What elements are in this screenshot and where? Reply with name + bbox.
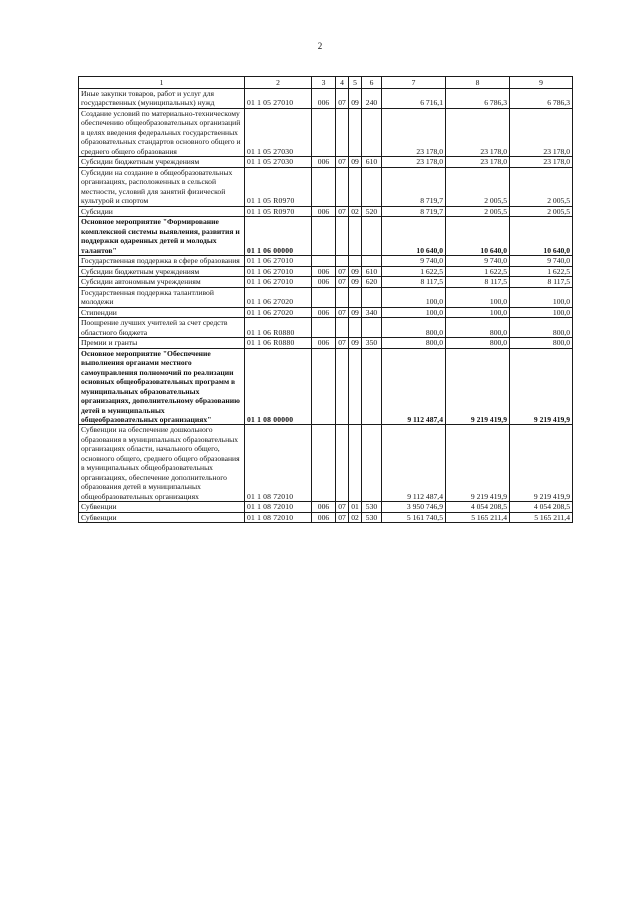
table-row [79,167,573,206]
amount-year-3: 9 740,0 [510,256,573,266]
column-header: 3 [312,77,336,89]
ministry-code: 006 [312,157,336,167]
subsection-code: 02 [349,512,362,522]
amount-year-3: 100,0 [510,287,573,307]
expense-type-code [362,256,382,266]
target-code: 01 1 06 00000 [245,217,312,256]
target-code: 01 1 05 27010 [245,89,312,109]
row-name: Иные закупки товаров, работ и услуг для государственных (муниципальных) нужд [79,89,245,109]
table-row [79,287,573,307]
column-header: 4 [336,77,349,89]
amount-year-2: 2 005,5 [446,206,510,216]
row-name: Субсидии автономным учреждениям [79,277,245,287]
row-name: Субвенции [79,502,245,512]
section-code [336,167,349,206]
ministry-code [312,217,336,256]
amount-year-3: 8 117,5 [510,277,573,287]
amount-year-2: 100,0 [446,307,510,317]
table-row [79,512,573,522]
table-body [79,89,573,523]
target-code: 01 1 08 72010 [245,502,312,512]
section-code: 07 [336,512,349,522]
amount-year-3: 2 005,5 [510,167,573,206]
target-code: 01 1 05 R0970 [245,206,312,216]
ministry-code [312,318,336,338]
amount-year-3: 2 005,5 [510,206,573,216]
subsection-code [349,256,362,266]
amount-year-2: 9 740,0 [446,256,510,266]
amount-year-1: 9 740,0 [382,256,446,266]
amount-year-1: 8 117,5 [382,277,446,287]
amount-year-2: 8 117,5 [446,277,510,287]
row-name: Создание условий по материально-техническому обеспечению общеобразовательных организаций в целях введения федеральных государственных образовательных стандартов основного общего и среднего общего образования [79,108,245,156]
amount-year-3: 23 178,0 [510,108,573,156]
target-code: 01 1 06 27010 [245,277,312,287]
expense-type-code [362,348,382,425]
ministry-code: 006 [312,307,336,317]
row-name: Субсидии бюджетным учреждениям [79,157,245,167]
section-code: 07 [336,89,349,109]
amount-year-1: 5 161 740,5 [382,512,446,522]
amount-year-1: 800,0 [382,338,446,348]
amount-year-2: 2 005,5 [446,167,510,206]
ministry-code: 006 [312,277,336,287]
target-code: 01 1 08 72010 [245,512,312,522]
amount-year-3: 9 219 419,9 [510,348,573,425]
target-code: 01 1 06 27020 [245,287,312,307]
expense-type-code: 620 [362,277,382,287]
section-code: 07 [336,277,349,287]
row-name: Субсидии бюджетным учреждениям [79,266,245,276]
table-row [79,217,573,256]
row-name: Субвенции на обеспечение дошкольного образования в муниципальных образовательных организациях области, начального общего, основного общего, среднего общего образования в муниципальных общеобразовательных организациях, обеспечение дополнительного образования детей в муниципальных общеобразовательных организациях [79,425,245,502]
subsection-code: 09 [349,266,362,276]
amount-year-1: 3 950 746,9 [382,502,446,512]
target-code: 01 1 06 27010 [245,256,312,266]
amount-year-2: 800,0 [446,338,510,348]
amount-year-2: 6 786,3 [446,89,510,109]
ministry-code [312,256,336,266]
expense-type-code: 530 [362,502,382,512]
ministry-code: 006 [312,338,336,348]
ministry-code: 006 [312,206,336,216]
amount-year-3: 5 165 211,4 [510,512,573,522]
ministry-code [312,108,336,156]
expense-type-code: 520 [362,206,382,216]
expense-type-code [362,217,382,256]
amount-year-3: 4 054 208,5 [510,502,573,512]
amount-year-1: 8 719,7 [382,167,446,206]
section-code [336,256,349,266]
page-number: 2 [317,41,323,51]
table-row [79,108,573,156]
row-name: Стипендии [79,307,245,317]
amount-year-2: 100,0 [446,287,510,307]
subsection-code: 09 [349,307,362,317]
header-row [79,77,573,89]
column-header: 6 [362,77,382,89]
section-code [336,287,349,307]
subsection-code [349,287,362,307]
target-code: 01 1 06 R0880 [245,318,312,338]
subsection-code [349,348,362,425]
amount-year-1: 800,0 [382,318,446,338]
amount-year-1: 9 112 487,4 [382,425,446,502]
table-row [79,206,573,216]
amount-year-1: 9 112 487,4 [382,348,446,425]
target-code: 01 1 05 R0970 [245,167,312,206]
subsection-code: 09 [349,157,362,167]
ministry-code: 006 [312,512,336,522]
expense-type-code: 350 [362,338,382,348]
row-name: Субсидии [79,206,245,216]
target-code: 01 1 06 27010 [245,266,312,276]
amount-year-1: 100,0 [382,287,446,307]
target-code: 01 1 06 27020 [245,307,312,317]
amount-year-2: 23 178,0 [446,108,510,156]
target-code: 01 1 05 27030 [245,108,312,156]
column-header: 8 [446,77,510,89]
subsection-code: 09 [349,89,362,109]
amount-year-3: 1 622,5 [510,266,573,276]
expense-type-code: 610 [362,266,382,276]
table-row [79,266,573,276]
subsection-code [349,217,362,256]
ministry-code: 006 [312,89,336,109]
ministry-code [312,167,336,206]
ministry-code: 006 [312,266,336,276]
amount-year-3: 800,0 [510,338,573,348]
column-header: 9 [510,77,573,89]
section-code: 07 [336,502,349,512]
expense-type-code: 240 [362,89,382,109]
subsection-code [349,318,362,338]
amount-year-1: 6 716,1 [382,89,446,109]
amount-year-1: 8 719,7 [382,206,446,216]
table-row [79,348,573,425]
ministry-code [312,287,336,307]
section-code: 07 [336,157,349,167]
subsection-code: 01 [349,502,362,512]
table-row [79,318,573,338]
row-name: Государственная поддержка в сфере образования [79,256,245,266]
amount-year-2: 10 640,0 [446,217,510,256]
expense-type-code [362,287,382,307]
amount-year-3: 6 786,3 [510,89,573,109]
amount-year-2: 23 178,0 [446,157,510,167]
row-name: Субсидии на создание в общеобразовательных организациях, расположенных в сельской местности, условий для занятий физической культурой и спортом [79,167,245,206]
section-code: 07 [336,206,349,216]
amount-year-1: 100,0 [382,307,446,317]
section-code [336,318,349,338]
section-code: 07 [336,266,349,276]
section-code [336,108,349,156]
section-code: 07 [336,338,349,348]
table-row [79,157,573,167]
expense-type-code: 610 [362,157,382,167]
amount-year-3: 10 640,0 [510,217,573,256]
amount-year-2: 5 165 211,4 [446,512,510,522]
table-row [79,502,573,512]
target-code: 01 1 06 R0880 [245,338,312,348]
amount-year-1: 10 640,0 [382,217,446,256]
table-row [79,89,573,109]
subsection-code: 09 [349,338,362,348]
target-code: 01 1 08 00000 [245,348,312,425]
ministry-code: 006 [312,502,336,512]
expense-type-code: 530 [362,512,382,522]
subsection-code [349,108,362,156]
amount-year-2: 4 054 208,5 [446,502,510,512]
expense-type-code [362,318,382,338]
subsection-code: 09 [349,277,362,287]
row-name: Основное мероприятие "Обеспечение выполнения органами местного самоуправления полномочий по реализации основных общеобразовательных программ в муниципальных образовательных организациях, дополнительному образованию детей в муниципальных общеобразовательных организациях" [79,348,245,425]
row-name: Основное мероприятие "Формирование комплексной системы выявления, развития и поддержки одаренных детей и молодых талантов" [79,217,245,256]
column-header: 1 [79,77,245,89]
amount-year-2: 800,0 [446,318,510,338]
target-code: 01 1 08 72010 [245,425,312,502]
amount-year-1: 1 622,5 [382,266,446,276]
expense-type-code [362,167,382,206]
table-row [79,307,573,317]
row-name: Премии и гранты [79,338,245,348]
budget-table [78,76,573,523]
column-header: 2 [245,77,312,89]
ministry-code [312,425,336,502]
ministry-code [312,348,336,425]
table-row [79,277,573,287]
amount-year-2: 1 622,5 [446,266,510,276]
subsection-code [349,425,362,502]
section-code [336,348,349,425]
row-name: Государственная поддержка талантливой молодежи [79,287,245,307]
amount-year-3: 100,0 [510,307,573,317]
row-name: Поощрение лучших учителей за счет средств областного бюджета [79,318,245,338]
amount-year-3: 23 178,0 [510,157,573,167]
amount-year-3: 800,0 [510,318,573,338]
table-row [79,425,573,502]
section-code [336,217,349,256]
section-code: 07 [336,307,349,317]
expense-type-code [362,425,382,502]
subsection-code [349,167,362,206]
subsection-code: 02 [349,206,362,216]
column-header: 5 [349,77,362,89]
amount-year-1: 23 178,0 [382,108,446,156]
section-code [336,425,349,502]
amount-year-1: 23 178,0 [382,157,446,167]
expense-type-code [362,108,382,156]
amount-year-2: 9 219 419,9 [446,425,510,502]
column-header: 7 [382,77,446,89]
amount-year-2: 9 219 419,9 [446,348,510,425]
table-row [79,256,573,266]
amount-year-3: 9 219 419,9 [510,425,573,502]
row-name: Субвенции [79,512,245,522]
table-row [79,338,573,348]
target-code: 01 1 05 27030 [245,157,312,167]
expense-type-code: 340 [362,307,382,317]
